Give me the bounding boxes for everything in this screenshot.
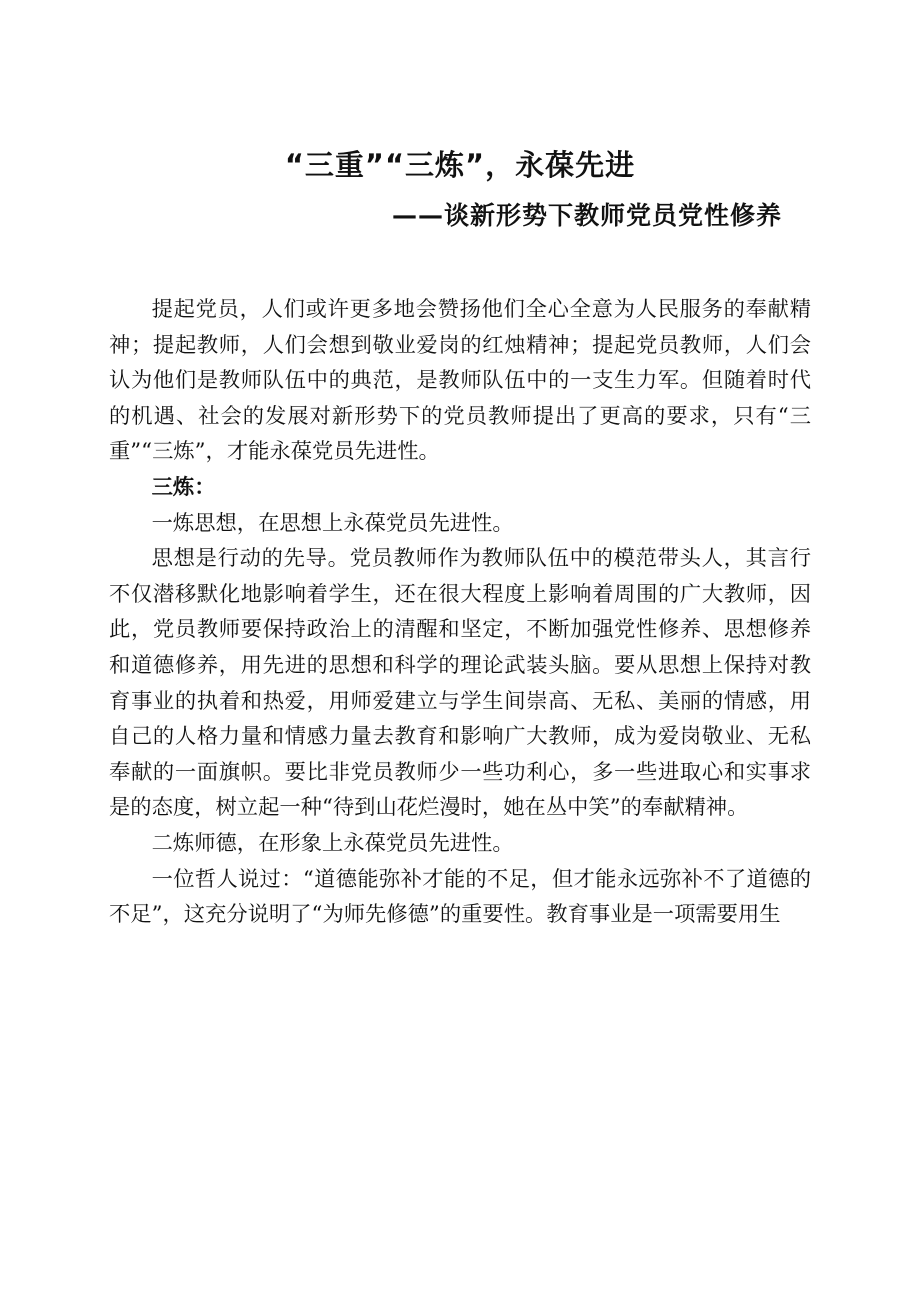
paragraph-thought: 思想是行动的先导。党员教师作为教师队伍中的模范带头人，其言行不仅潜移默化地影响着学生，还在很大程度上影响着周围的广大教师，因此，党员教师要保持政治上的清醒和坚定，不断加强党性修养、思想修养和道德修养，用先进的思想和科学的理论武装头脑。要从思想上保持对教育事业的执着和热爱，用师爱建立与学生间崇高、无私、美丽的情感，用自己的人格力量和情感力量去教育和影响广大教师，成为爱岗敬业、无私奉献的一面旗帜。要比非党员教师少一些功利心，多一些进取心和实事求是的态度，树立起一种“待到山花烂漫时，她在丛中笑”的奉献精神。 [109, 546, 811, 821]
paragraph-heading-thought: 一炼思想，在思想上永葆党员先进性。 [151, 510, 514, 536]
document-subtitle: ——谈新形势下教师党员党性修养 [392, 201, 783, 230]
paragraph-heading-ethics: 二炼师德，在形象上永葆党员先进性。 [151, 830, 514, 856]
document-body [109, 292, 811, 933]
paragraph-ethics: 一位哲人说过：“道德能弥补才能的不足，但才能永远弥补不了道德的不足”，这充分说明了“为师先修德”的重要性。教育事业是一项需要用生 [109, 866, 811, 928]
paragraph-intro: 提起党员，人们或许更多地会赞扬他们全心全意为人民服务的奉献精神；提起教师，人们会想到敬业爱岗的红烛精神；提起党员教师，人们会认为他们是教师队伍中的典范，是教师队伍中的一支生力军。但随着时代的机遇、社会的发展对新形势下的党员教师提出了更高的要求，只有“三重”“三炼”，才能永葆党员先进性。 [109, 297, 811, 465]
section-label: 三炼： [151, 474, 216, 500]
document-title: “三重”“三炼”，永葆先进 [284, 148, 636, 182]
